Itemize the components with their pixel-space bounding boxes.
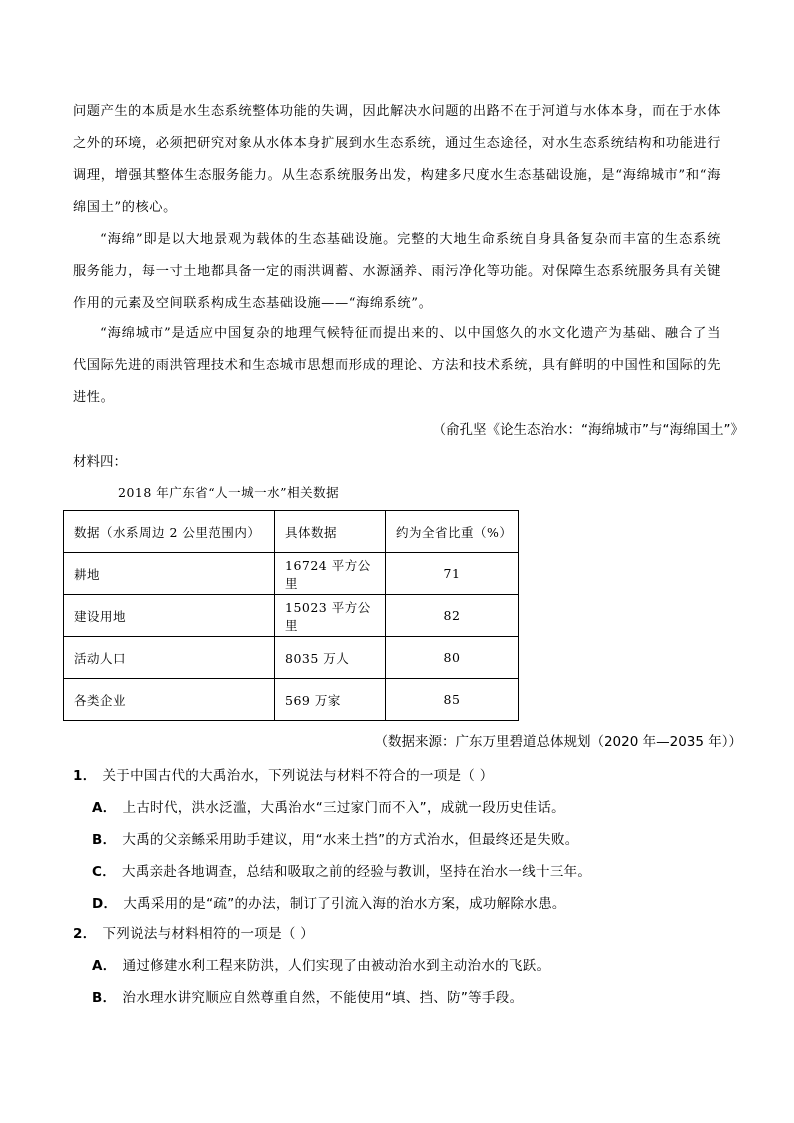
question-1-option-d[interactable] — [92, 892, 566, 912]
option-letter: A． — [92, 800, 117, 816]
option-text: 大禹的父亲鲧采用助手建议，用“水来土挡”的方式治水，但最终还是失败。 — [122, 832, 579, 848]
table-caption: 2018 年广东省“人一城一水”相关数据 — [118, 485, 340, 500]
question-stem: 下列说法与材料相符的一项是（ ） — [102, 926, 315, 942]
passage-paragraph-2: “海绵”即是以大地景观为载体的生态基础设施。完整的大地生命系统自身具备复杂而丰富的生态系统服务能力，每一寸土地都具备一定的雨洪调蓄、水源涵养、雨污净化等功能。对保障生态系统服务具有关键作用的元素及空间联系构成生态基础设施——“海绵系统”。 — [73, 232, 722, 311]
passage-paragraph-3: “海绵城市”是适应中国复杂的地理气候特征而提出来的、以中国悠久的水文化遗产为基础、融合了当代国际先进的雨洪管理技术和生态城市思想而形成的理论、方法和技术系统，具有鲜明的中国性和国际的先进性。 — [73, 326, 722, 405]
passage-paragraph-1: 问题产生的本质是水生态系统整体功能的失调，因此解决水问题的出路不在于河道与水体本身，而在于水体之外的环境，必须把研究对象从水体本身扩展到水生态系统，通过生态途径，对水生态系统结构和功能进行调理，增强其整体生态服务能力。从生态系统服务出发，构建多尺度水生态基础设施，是“海绵城市”和“海绵国土”的核心。 — [73, 104, 722, 215]
table-cell: 85 — [386, 679, 519, 721]
table-row — [64, 637, 519, 679]
option-text: 上古时代，洪水泛滥，大禹治水“三过家门而不入”，成就一段历史佳话。 — [122, 800, 565, 816]
table-row — [64, 595, 519, 637]
table-cell: 各类企业 — [64, 679, 275, 721]
table-row — [64, 553, 519, 595]
option-text: 大禹亲赴各地调查，总结和吸取之前的经验与教训，坚持在治水一线十三年。 — [122, 864, 592, 880]
option-text: 大禹采用的是“疏”的办法，制订了引流入海的治水方案，成功解除水患。 — [123, 896, 566, 912]
question-1-option-a[interactable] — [92, 796, 565, 816]
question-2-option-b[interactable] — [92, 986, 523, 1006]
question-2 — [73, 922, 314, 942]
option-letter: D． — [92, 896, 118, 912]
table-cell: 活动人口 — [64, 637, 275, 679]
table-cell: 15023 平方公里 — [275, 595, 386, 637]
option-text: 通过修建水利工程来防洪，人们实现了由被动治水到主动治水的飞跃。 — [122, 958, 551, 974]
question-2-option-a[interactable] — [92, 954, 550, 974]
table-cell: 80 — [386, 637, 519, 679]
table-cell: 建设用地 — [64, 595, 275, 637]
table-header-row — [64, 511, 519, 553]
option-text: 治水理水讲究顺应自然尊重自然，不能使用“填、挡、防”等手段。 — [122, 990, 524, 1006]
question-1-option-b[interactable] — [92, 828, 579, 848]
table-cell: 8035 万人 — [275, 637, 386, 679]
data-table — [63, 510, 519, 721]
option-letter: A． — [92, 958, 117, 974]
option-letter: B． — [92, 990, 117, 1006]
table-source: （数据来源：广东万里碧道总体规划（2020 年—2035 年）） — [374, 734, 742, 750]
question-stem: 关于中国古代的大禹治水，下列说法与材料不符合的一项是（ ） — [102, 768, 494, 784]
table-cell: 71 — [386, 553, 519, 595]
question-1-option-c[interactable] — [92, 860, 591, 880]
table-header-cell: 具体数据 — [275, 511, 386, 553]
option-letter: C． — [92, 864, 117, 880]
question-1 — [73, 764, 494, 784]
option-letter: B． — [92, 832, 117, 848]
table-cell: 16724 平方公里 — [275, 553, 386, 595]
material-4-label: 材料四： — [73, 454, 127, 470]
table-cell: 耕地 — [64, 553, 275, 595]
question-number: 1． — [73, 768, 97, 784]
table-cell: 82 — [386, 595, 519, 637]
table-cell: 569 万家 — [275, 679, 386, 721]
question-number: 2． — [73, 926, 97, 942]
passage-citation: （俞孔坚《论生态治水：“海绵城市”与“海绵国土”》 — [432, 422, 744, 438]
table-header-cell: 约为全省比重（%） — [386, 511, 519, 553]
table-header-cell: 数据（水系周边 2 公里范围内） — [64, 511, 275, 553]
table-row — [64, 679, 519, 721]
